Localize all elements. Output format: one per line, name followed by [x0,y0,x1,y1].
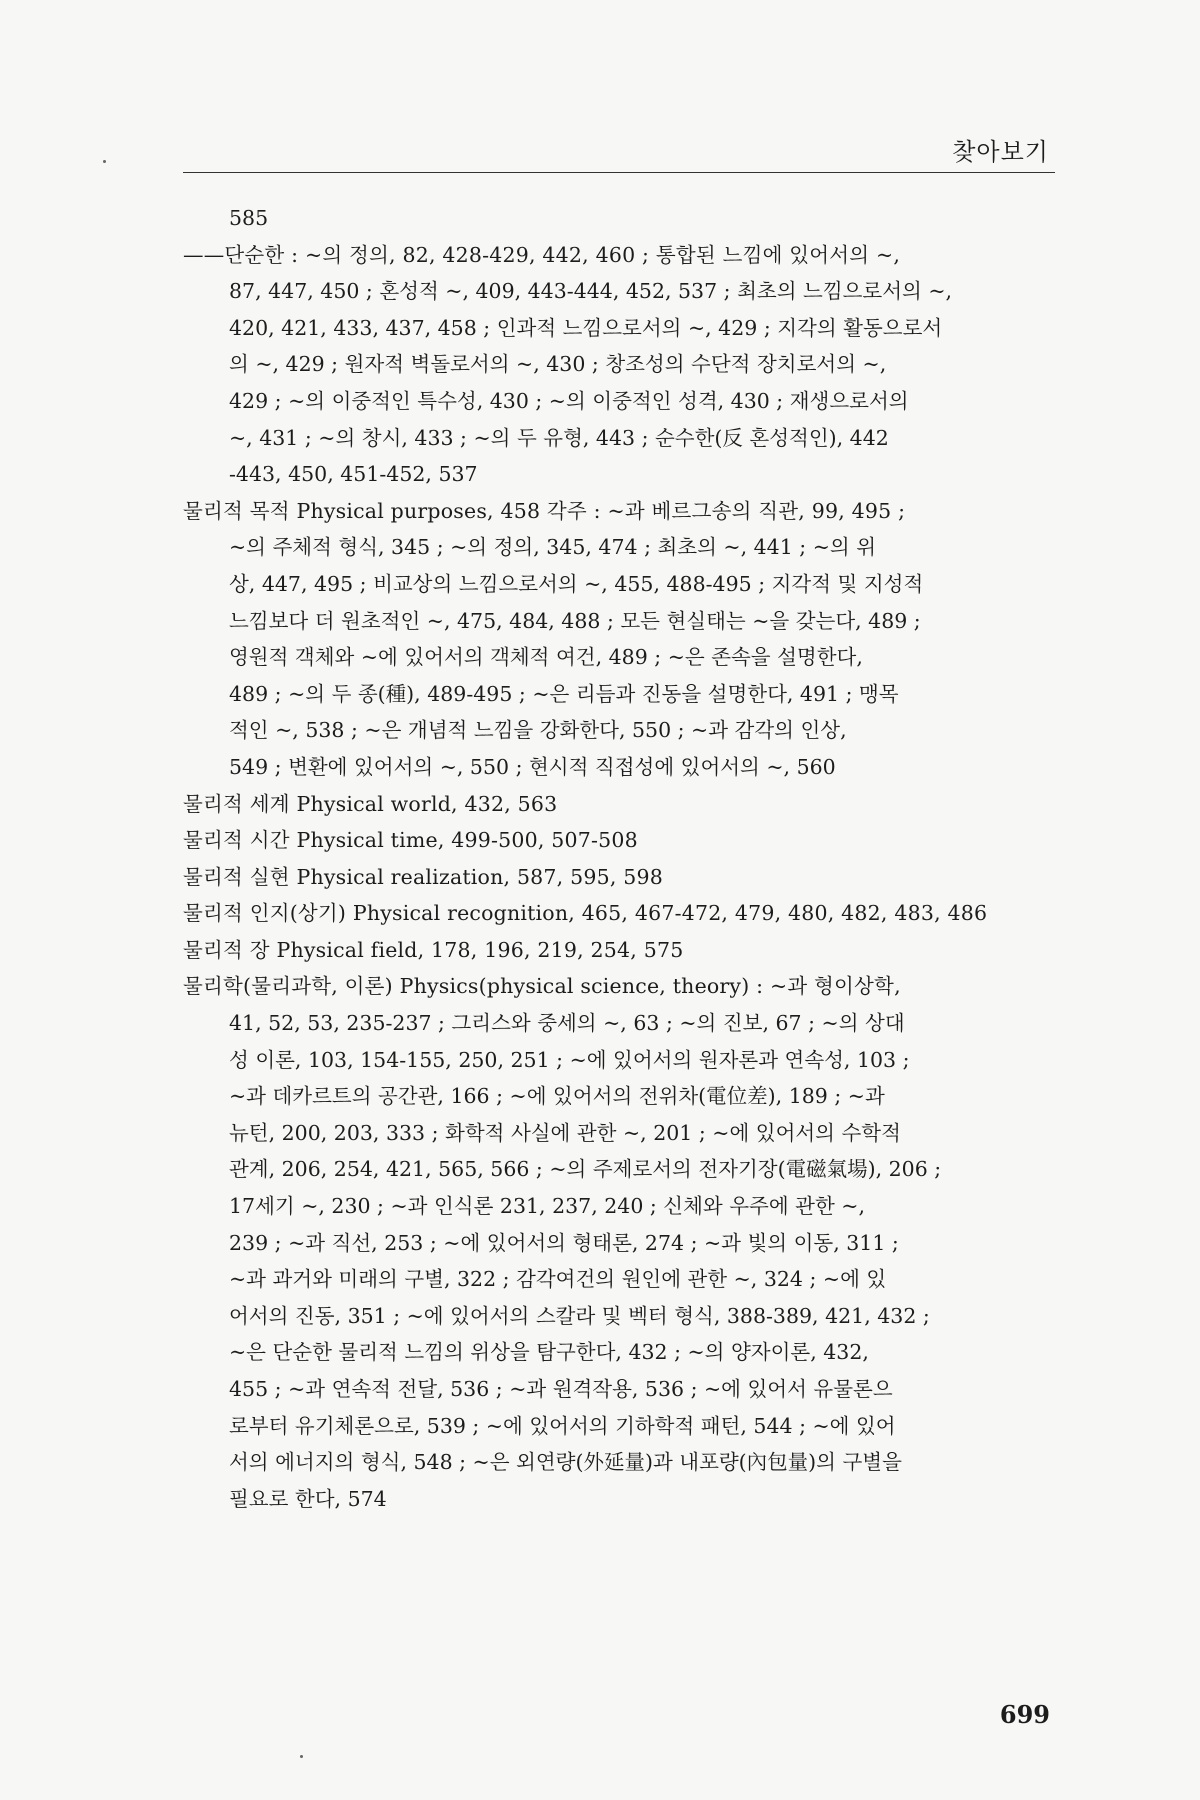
index-line-continuation: 어서의 진동, 351 ; ~에 있어서의 스칼라 및 벡터 형식, 388-389, 421, 432 ; [229,1303,930,1328]
index-line-continuation: ~은 단순한 물리적 느낌의 위상을 탐구한다, 432 ; ~의 양자이론, 432, [229,1340,869,1365]
running-header [183,120,1055,173]
index-line-continuation: 87, 447, 450 ; 혼성적 ~, 409, 443-444, 452, 537 ; 최초의 느낌으로서의 ~, [229,279,953,304]
index-line-continuation: 뉴턴, 200, 203, 333 ; 화학적 사실에 관한 ~, 201 ; ~에 있어서의 수학적 [229,1120,901,1145]
index-line-continuation: 관계, 206, 254, 421, 565, 566 ; ~의 주제로서의 전자기장(電磁氣場), 206 ; [229,1157,942,1182]
index-line-continuation: ~, 431 ; ~의 창시, 433 ; ~의 두 유형, 443 ; 순수한(反 혼성적인), 442 [229,425,889,450]
index-line-continuation: 585 [229,206,269,230]
index-line-continuation: 영원적 객체와 ~에 있어서의 객체적 여건, 489 ; ~은 존속을 설명한다, [229,645,863,670]
index-entry-head: ——단순한 : ~의 정의, 82, 428-429, 442, 460 ; 통합된 느낌에 있어서의 ~, [183,242,901,267]
index-entry-head: 물리적 세계 Physical world, 432, 563 [183,791,558,816]
index-line-continuation: 41, 52, 53, 235-237 ; 그리스와 중세의 ~, 63 ; ~의 진보, 67 ; ~의 상대 [229,1011,905,1036]
index-line-continuation: 455 ; ~과 연속적 전달, 536 ; ~과 원격작용, 536 ; ~에 있어서 유물론으 [229,1377,893,1401]
index-entry-head: 물리학(물리과학, 이론) Physics(physical science, theory) : ~과 형이상학, [183,974,901,999]
running-header-title: 찾아보기 [952,138,1049,166]
index-line-continuation: 429 ; ~의 이중적인 특수성, 430 ; ~의 이중적인 성격, 430 ; 재생으로서의 [229,388,909,413]
index-entry-head: 물리적 목적 Physical purposes, 458 각주 : ~과 베르그송의 직관, 99, 495 ; [183,498,906,523]
index-line-continuation: 489 ; ~의 두 종(種), 489-495 ; ~은 리듬과 진동을 설명한다, 491 ; 맹목 [229,681,899,706]
index-line-continuation: 의 ~, 429 ; 원자적 벽돌로서의 ~, 430 ; 창조성의 수단적 장치로서의 ~, [229,352,887,377]
index-line-continuation: 적인 ~, 538 ; ~은 개념적 느낌을 강화한다, 550 ; ~과 감각의 인상, [229,718,847,743]
index-line-continuation: 17세기 ~, 230 ; ~과 인식론 231, 237, 240 ; 신체와 우주에 관한 ~, [229,1194,865,1219]
index-line-continuation: 필요로 한다, 574 [229,1486,387,1511]
page-number: 699 [999,1700,1050,1729]
index-line-continuation: ~의 주체적 형식, 345 ; ~의 정의, 345, 474 ; 최초의 ~, 441 ; ~의 위 [229,535,876,560]
scan-speck [300,1755,303,1758]
index-line-continuation: 로부터 유기체론으로, 539 ; ~에 있어서의 기하학적 패턴, 544 ; ~에 있어 [229,1413,896,1438]
index-line-continuation: 420, 421, 433, 437, 458 ; 인과적 느낌으로서의 ~, 429 ; 지각의 활동으로서 [229,315,943,340]
scan-speck [103,160,106,163]
index-entries [183,200,1063,1517]
index-entry-head: 물리적 장 Physical field, 178, 196, 219, 254, 575 [183,937,684,962]
index-entry-head: 물리적 실현 Physical realization, 587, 595, 598 [183,864,663,889]
index-entry-head: 물리적 인지(상기) Physical recognition, 465, 467-472, 479, 480, 482, 483, 486 [183,901,988,926]
index-line-continuation: 성 이론, 103, 154-155, 250, 251 ; ~에 있어서의 원자론과 연속성, 103 ; [229,1047,910,1072]
index-line-continuation: 서의 에너지의 형식, 548 ; ~은 외연량(外延量)과 내포량(內包量)의 구별을 [229,1450,902,1475]
index-line-continuation: ~과 과거와 미래의 구별, 322 ; 감각여건의 원인에 관한 ~, 324 ; ~에 있 [229,1267,887,1292]
index-line-continuation: 549 ; 변환에 있어서의 ~, 550 ; 현시적 직접성에 있어서의 ~, 560 [229,754,836,779]
index-line-continuation: -443, 450, 451-452, 537 [229,462,478,487]
index-line-continuation: 느낌보다 더 원초적인 ~, 475, 484, 488 ; 모든 현실태는 ~을 갖는다, 489 ; [229,608,921,633]
index-entry-head: 물리적 시간 Physical time, 499-500, 507-508 [183,828,638,853]
index-line-continuation: ~과 데카르트의 공간관, 166 ; ~에 있어서의 전위차(電位差), 189 ; ~과 [229,1084,885,1109]
index-line-continuation: 상, 447, 495 ; 비교상의 느낌으로서의 ~, 455, 488-495 ; 지각적 및 지성적 [229,571,924,596]
index-line-continuation: 239 ; ~과 직선, 253 ; ~에 있어서의 형태론, 274 ; ~과 빛의 이동, 311 ; [229,1230,899,1255]
